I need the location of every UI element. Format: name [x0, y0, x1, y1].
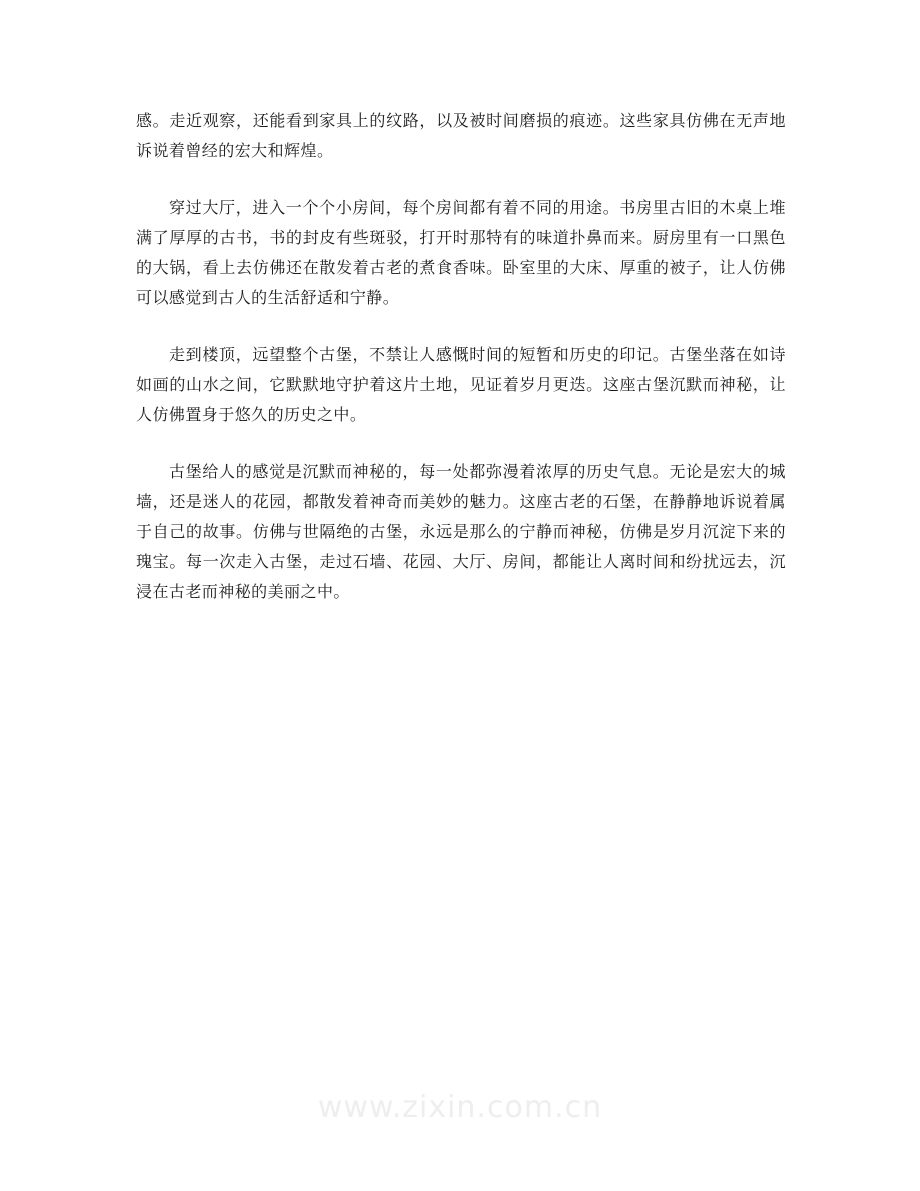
document-body: [136, 106, 786, 634]
paragraph-continuation: 感。走近观察，还能看到家具上的纹路，以及被时间磨损的痕迹。这些家具仿佛在无声地诉说着曾经的宏大和辉煌。: [136, 111, 786, 160]
paragraph-rooftop: 走到楼顶，远望整个古堡，不禁让人感慨时间的短暂和历史的印记。古堡坐落在如诗如画的山水之间，它默默地守护着这片土地，见证着岁月更迭。这座古堡沉默而神秘，让人仿佛置身于悠久的历史之中。: [136, 345, 786, 424]
watermark: www.zixin.com.cn: [317, 1090, 603, 1125]
paragraph-conclusion: 古堡给人的感觉是沉默而神秘的，每一处都弥漫着浓厚的历史气息。无论是宏大的城墙，还是迷人的花园，都散发着神奇而美妙的魅力。这座古老的石堡，在静静地诉说着属于自己的故事。仿佛与世隔绝的古堡，永远是那么的宁静而神秘，仿佛是岁月沉淀下来的瑰宝。每一次走入古堡，走过石墙、花园、大厅、房间，都能让人离时间和纷扰远去，沉浸在古老而神秘的美丽之中。: [136, 462, 786, 601]
paragraph-rooms: 穿过大厅，进入一个个小房间，每个房间都有着不同的用途。书房里古旧的木桌上堆满了厚厚的古书，书的封皮有些斑驳，打开时那特有的味道扑鼻而来。厨房里有一口黑色的大锅，看上去仿佛还在散发着古老的煮食香味。卧室里的大床、厚重的被子，让人仿佛可以感觉到古人的生活舒适和宁静。: [136, 198, 786, 307]
